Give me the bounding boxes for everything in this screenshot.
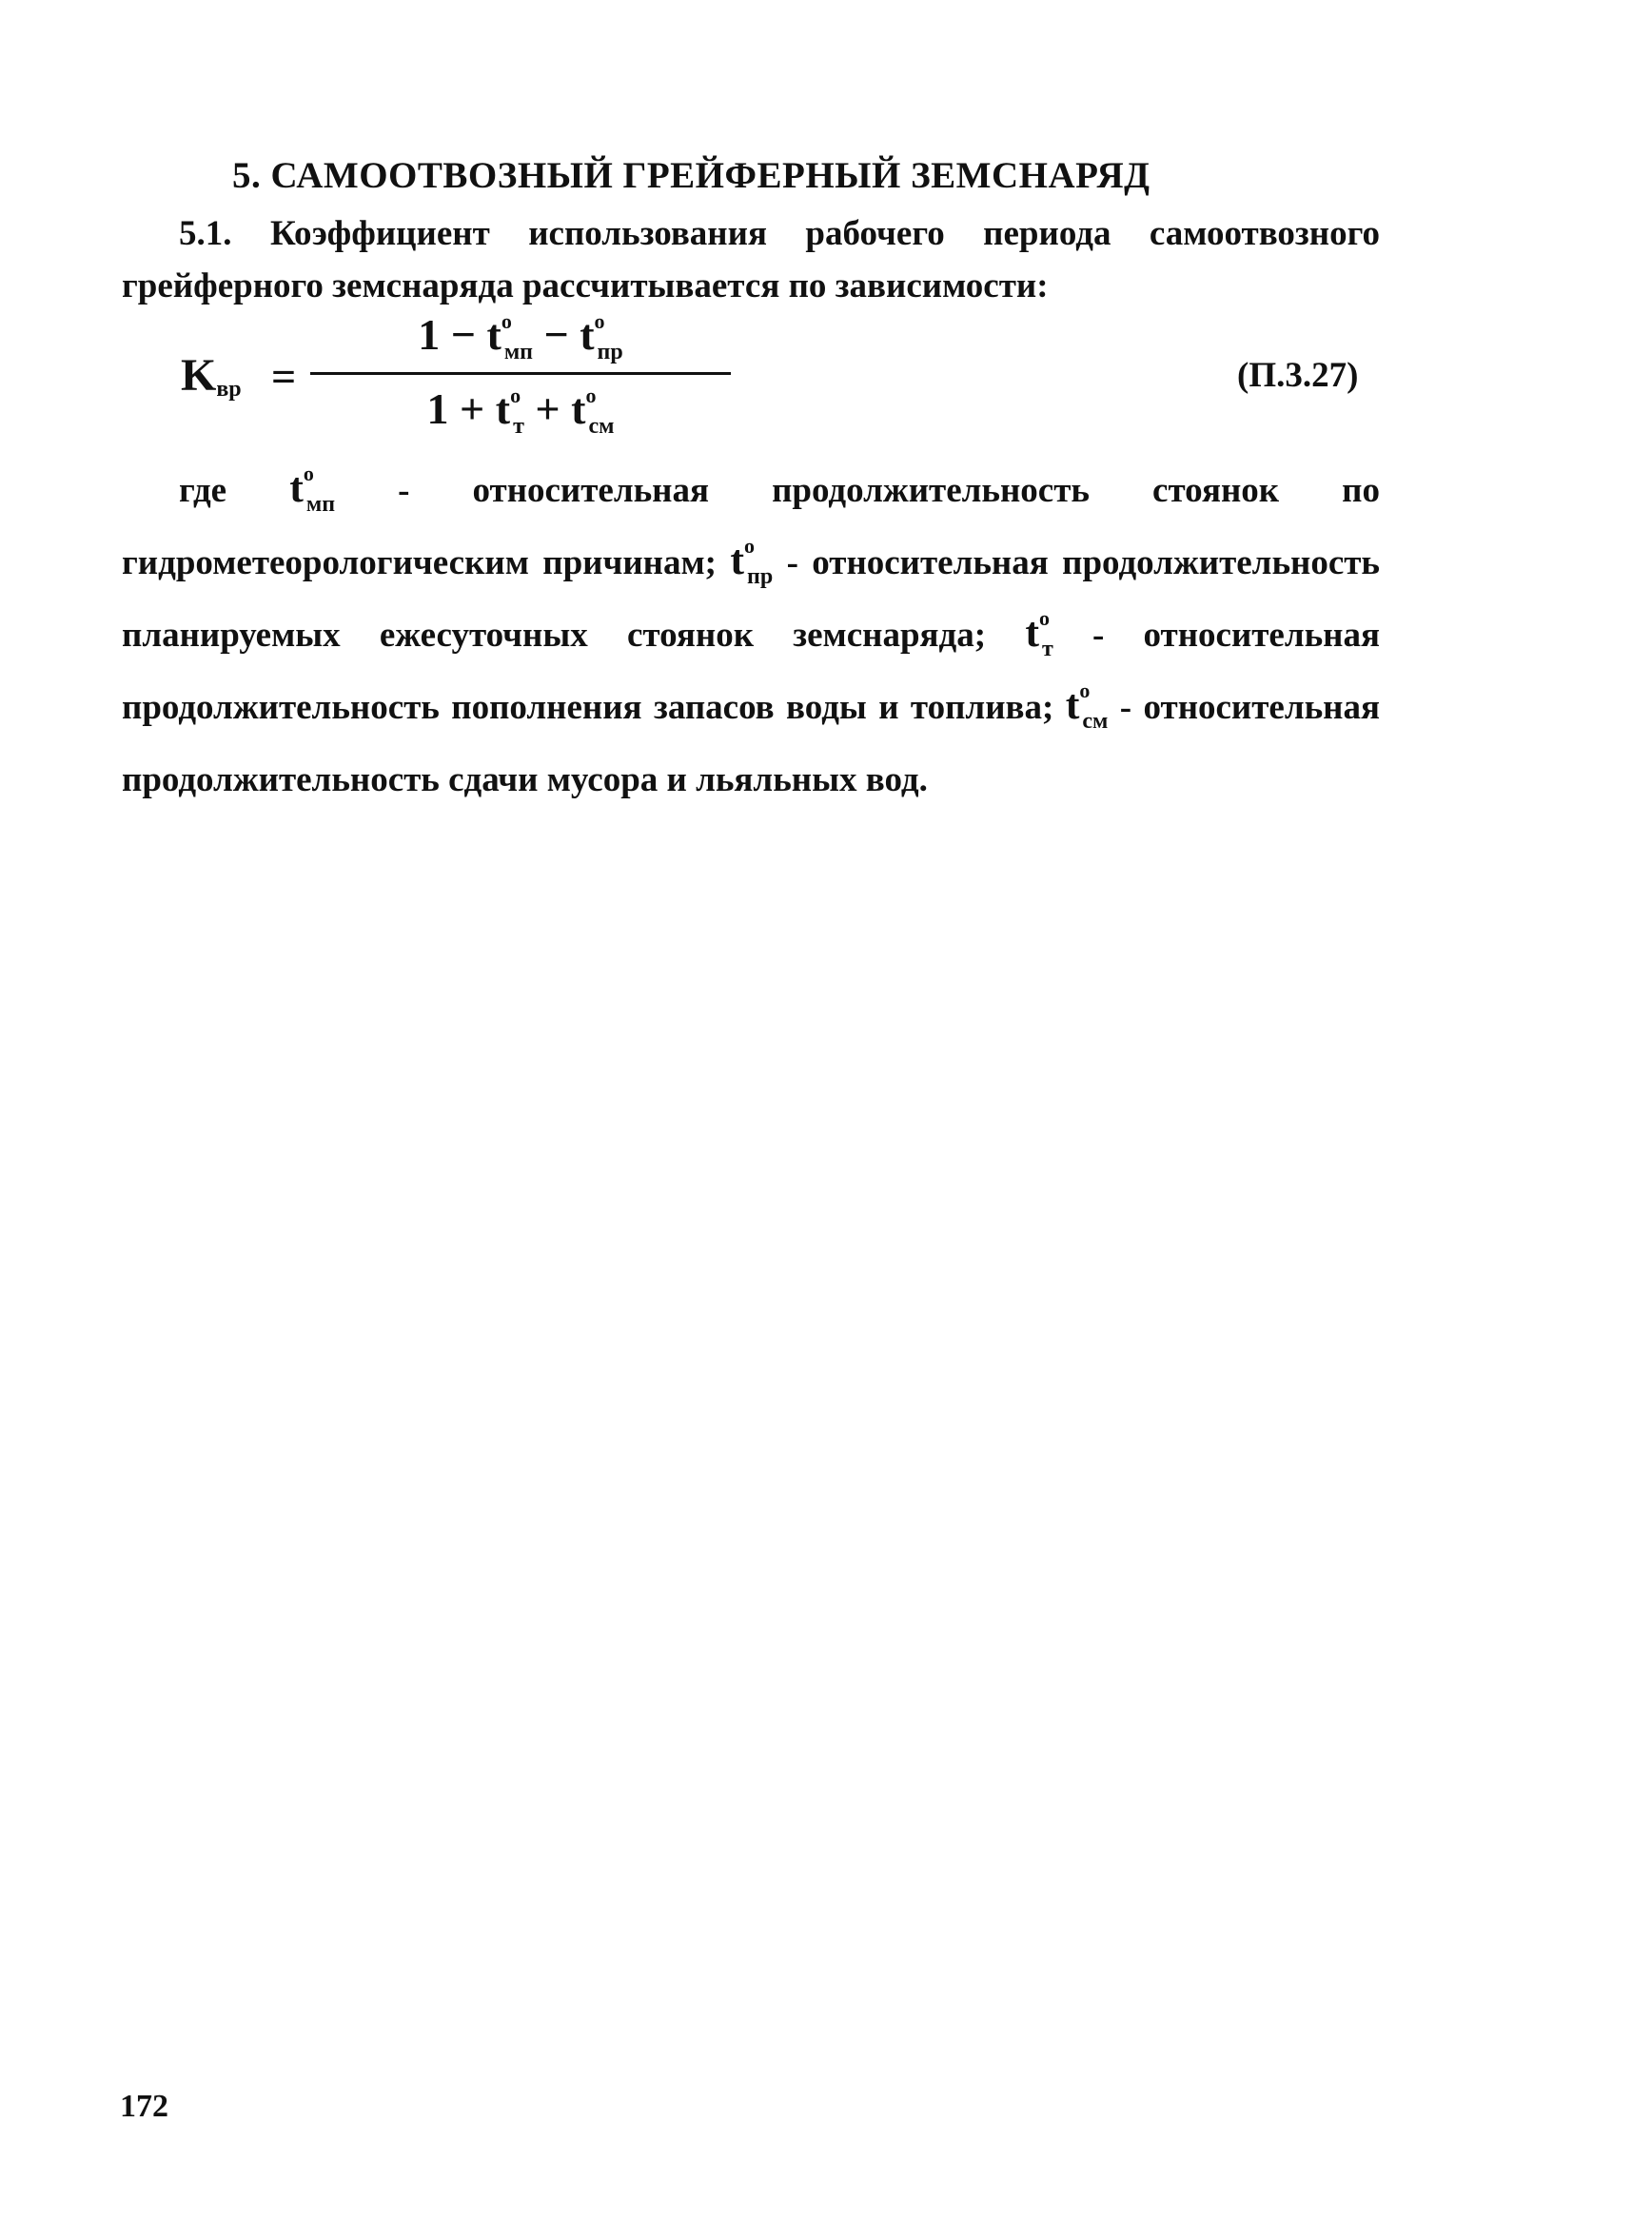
numerator-op: − [543,310,569,359]
numerator-term2: $t^о_{пр}$ [580,309,623,364]
numerator-lead: 1 − [418,310,476,359]
where-prefix: где [179,471,227,510]
formula-block [181,309,1380,447]
page-number: 172 [120,2089,168,2124]
numerator-term1: $t^о_{мп}$ [486,309,533,364]
denominator-op: + [535,384,560,433]
denominator-term2: $t^о_{см}$ [571,383,615,439]
section-heading: 5. САМООТВОЗНЫЙ ГРЕЙФЕРНЫЙ ЗЕМСНАРЯД [232,155,1150,196]
where-paragraph [122,455,1380,816]
where-symbol-mp: $t^о_{мп}$ [289,462,336,517]
numerator [310,309,731,364]
intro-text: 5.1. Коэффициент использования рабочего периода самоотвозного грейферного земснаряда рассчитывается по зависимости: [122,214,1380,305]
where-text-mp: - относительная продолжительность стоянок по гидрометеорологическим причинам; [122,471,1380,582]
lhs-symbol: K [181,350,217,401]
where-symbol-pr: $t^о_{пр}$ [730,534,774,589]
where-symbol-sm: $t^о_{см}$ [1065,678,1109,734]
formula-lhs [181,349,242,403]
where-text-pr: - относительная продолжительность планируемых ежесуточных стоянок земснаряда; [122,543,1380,655]
denominator-term1: $t^о_т$ [495,383,524,439]
fraction-bar [310,372,731,375]
lhs-subscript: вр [216,377,242,402]
denominator [310,383,731,439]
fraction [310,309,731,447]
equation-number: (П.3.27) [1237,356,1359,395]
equals-sign: = [271,352,297,401]
where-symbol-t: $t^о_т$ [1025,606,1053,661]
intro-paragraph [122,207,1380,312]
where-text-sm: - относительная продолжительность сдачи мусора и льяльных вод. [122,688,1381,799]
denominator-lead: 1 + [426,384,485,433]
where-text-t: - относительная продолжительность пополнения запасов воды и топлива; [122,616,1381,727]
